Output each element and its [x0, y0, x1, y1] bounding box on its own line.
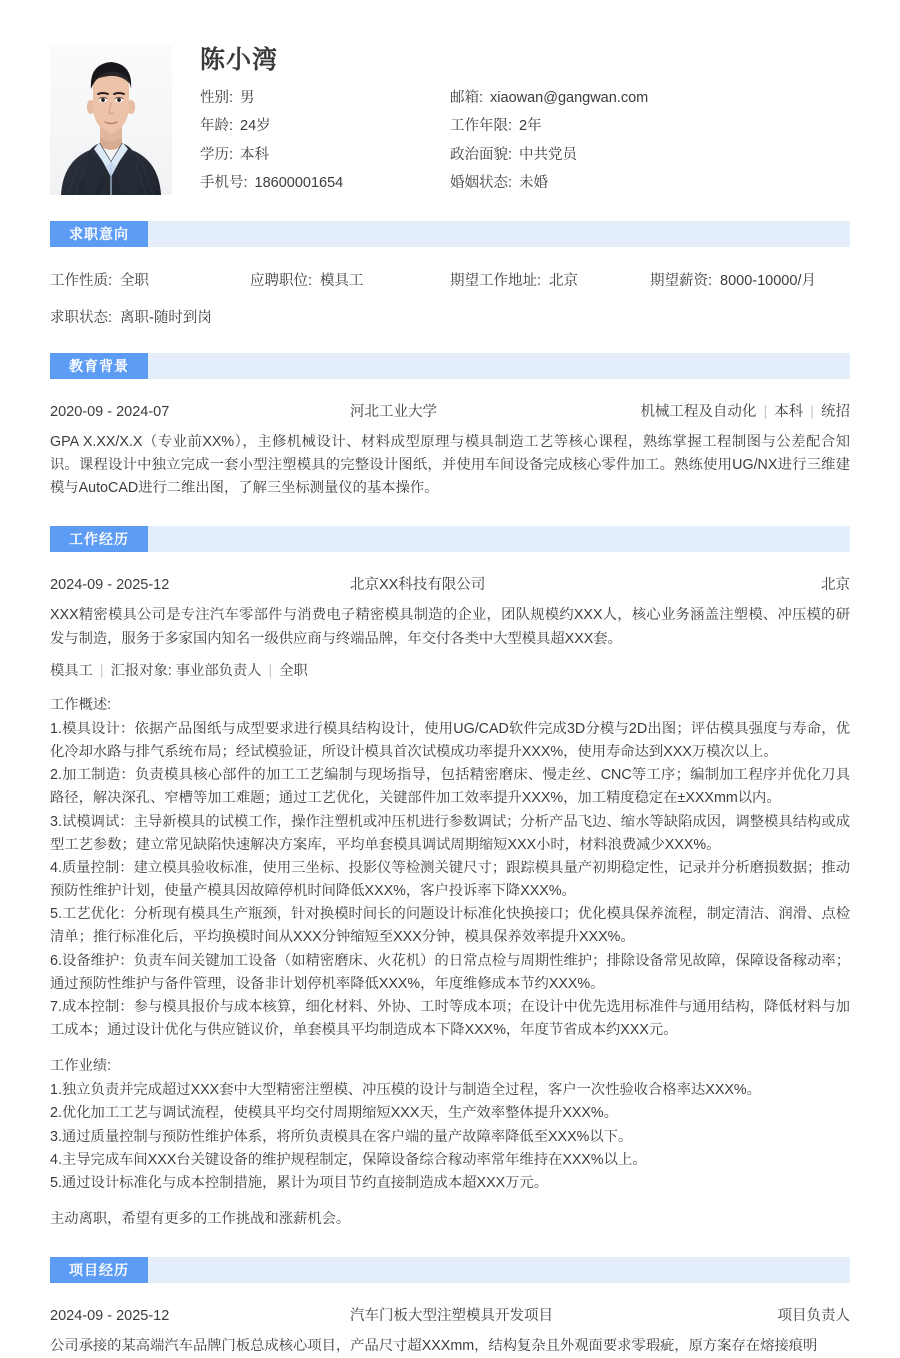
- info-marital-status-value: 未婚: [519, 175, 549, 192]
- section-banner-project: [50, 1257, 850, 1283]
- work-spacer-2: [50, 1195, 850, 1208]
- work-company-intro: XXX精密模具公司是专注汽车零部件与消费电子精密模具制造的企业，团队规模约XXX人，核心业务涵盖注塑模、冲压模的研发与制造，服务于多家国内知名一级供应商与终端品牌，年交付各类中大型模具超XXX套。: [50, 607, 850, 647]
- intent-status-label: 求职状态:: [50, 310, 113, 326]
- section-tag-work: 工作经历: [50, 526, 148, 552]
- work-achievement-item: 4.主导完成车间XXX台关键设备的维护规程制定，保障设备综合稼动率常年维持在XXX%以上。: [50, 1151, 647, 1168]
- education-sep-2: |: [810, 404, 814, 420]
- section-tag-project: 项目经历: [50, 1257, 148, 1283]
- info-phone-label: 手机号:: [200, 175, 248, 192]
- info-education-level-label: 学历:: [200, 146, 234, 163]
- job-intention-row-1: [50, 269, 850, 290]
- project-date: 2024-09 - 2025-12: [50, 1308, 170, 1325]
- work-overview-item: 7.成本控制：参与模具报价与成本核算，细化材料、外协、工时等成本项；在设计中优先选用标准件与通用结构，降低材料与加工成本；通过设计优化与供应链议价，单套模具平均制造成本下降XXX%，年度节省成本约XXX元。: [50, 998, 850, 1038]
- info-experience-years-label: 工作年限:: [450, 118, 513, 135]
- work-overview-title: 工作概述:: [50, 696, 112, 713]
- info-gender: [200, 89, 450, 109]
- work-spacer: [50, 1042, 850, 1055]
- work-overview-item: 5.工艺优化：分析现有模具生产瓶颈，针对换模时间长的问题设计标准化快换接口；优化模具保养流程，制定清洁、润滑、点检清单；推行标准化后，平均换模时间从XXX分钟缩短至XXX分钟，模具保养效率提升XXX%。: [50, 906, 850, 946]
- work-report-to: 汇报对象: 事业部负责人: [110, 662, 262, 679]
- job-intention-block: [50, 247, 850, 327]
- intent-status-value: 离职-随时到岗: [120, 310, 212, 326]
- info-political-status-value: 中共党员: [519, 146, 578, 163]
- intent-position-value: 模具工: [320, 273, 364, 289]
- work-overview-item: 1.模具设计：依据产品图纸与成型要求进行模具结构设计，使用UG/CAD软件完成3D分模与2D出图；评估模具强度与寿命，优化冷却水路与排气系统布局；经试模验证，所设计模具首次试模成功率提升XXX%，使用寿命达到XXX万模次以上。: [50, 720, 850, 761]
- person-name: 陈小湾: [200, 46, 279, 74]
- info-phone-value: 18600001654: [254, 175, 344, 192]
- intent-status: [50, 306, 250, 327]
- profile-details: [172, 45, 850, 194]
- info-marital-status: [450, 174, 850, 194]
- info-email-label: 邮箱:: [450, 89, 484, 106]
- info-email-value: xiaowan@gangwan.com: [490, 89, 649, 106]
- intent-job-type: [50, 269, 250, 290]
- info-experience-years-value: 2年: [519, 118, 542, 135]
- intent-position-label: 应聘职位:: [250, 273, 313, 289]
- intent-job-type-label: 工作性质:: [50, 273, 113, 289]
- education-date: 2020-09 - 2024-07: [50, 404, 170, 420]
- info-political-status: [450, 146, 850, 166]
- work-leave-reason: 主动离职，希望有更多的工作挑战和涨薪机会。: [50, 1211, 351, 1228]
- info-education-level-value: 本科: [240, 146, 270, 163]
- profile-photo-image: [50, 45, 172, 195]
- work-block: [50, 552, 850, 1231]
- intent-job-type-value: 全职: [120, 273, 150, 289]
- work-overview-list: [50, 694, 850, 1042]
- work-overview-item: 6.设备维护：负责车间关键加工设备（如精密磨床、火花机）的日常点检与周期性维护；排除设备常见故障，保障设备稼动率；通过预防性维护与备件管理，设备非计划停机率降低XXX%，年度维修成本节约XXX%。: [50, 952, 850, 992]
- work-achievement-list: [50, 1055, 850, 1195]
- info-age-value: 24岁: [240, 118, 271, 135]
- info-gender-value: 男: [240, 89, 255, 106]
- education-qualifications: [640, 400, 850, 421]
- work-sep-1: |: [99, 662, 104, 679]
- education-school: 河北工业大学: [350, 404, 437, 420]
- intent-position: [250, 269, 450, 290]
- info-age-label: 年龄:: [200, 118, 234, 135]
- intent-salary-value: 8000-10000/月: [720, 273, 816, 289]
- education-sep-1: |: [763, 404, 768, 420]
- work-role: 模具工: [50, 662, 93, 679]
- info-education-level: [200, 146, 450, 166]
- info-email: [450, 89, 850, 109]
- project-description: 公司承接的某高端汽车品牌门板总成核心项目，产品尺寸超XXXmm，结构复杂且外观面要求零瑕疵，原方案存在熔接痕明: [50, 1338, 818, 1355]
- section-tag-job-intention: 求职意向: [50, 221, 148, 247]
- work-overview-item: 2.加工制造：负责模具核心部件的加工工艺编制与现场指导，包括精密磨床、慢走丝、CNC等工序；编制加工程序并优化刀具路径，解决深孔、窄槽等加工难题；通过工艺优化，关键部件加工效率提升XXX%，加工精度稳定在±XXXmm以内。: [50, 767, 850, 807]
- education-major: 机械工程及自动化: [640, 404, 757, 420]
- work-date: 2024-09 - 2025-12: [50, 577, 170, 594]
- work-job-type: 全职: [279, 662, 308, 679]
- work-location: 北京: [821, 577, 850, 594]
- profile-info-grid: [200, 89, 850, 194]
- work-overview-item: 3.试模调试：主导新模具的试模工作，操作注塑机或冲压机进行参数调试；分析产品飞边、缩水等缺陷成因，调整模具结构或成型工艺参数；建立常见缺陷快速解决方案库，平均单套模具调试周期缩短XXX小时，材料浪费减少XXX%。: [50, 813, 850, 853]
- work-achievement-title: 工作业绩:: [50, 1058, 112, 1075]
- info-political-status-label: 政治面貌:: [450, 146, 513, 163]
- info-age: [200, 117, 450, 137]
- work-sep-2: |: [268, 662, 273, 679]
- intent-location-label: 期望工作地址:: [450, 273, 542, 289]
- job-intention-row-2: [50, 306, 850, 327]
- info-marital-status-label: 婚姻状态:: [450, 175, 513, 192]
- project-meta-row: [50, 1304, 850, 1325]
- intent-location-value: 北京: [549, 273, 579, 289]
- project-name: 汽车门板大型注塑模具开发项目: [350, 1308, 553, 1325]
- work-meta-row: [50, 573, 850, 594]
- section-banner-education: [50, 353, 850, 379]
- info-gender-label: 性别:: [200, 89, 234, 106]
- section-tag-education: 教育背景: [50, 353, 148, 379]
- education-description: GPA X.XX/X.X（专业前XX%），主修机械设计、材料成型原理与模具制造工艺等核心课程，熟练掌握工程制图与公差配合知识。课程设计中独立完成一套小型注塑模具的完整设计图纸，并使用车间设备完成核心零件加工。熟练使用UG/NX进行三维建模与AutoCAD进行二维出图，了解三坐标测量仪的基本操作。: [50, 434, 850, 497]
- project-block: [50, 1283, 850, 1358]
- work-achievement-item: 5.通过设计标准化与成本控制措施，累计为项目节约直接制造成本超XXX万元。: [50, 1174, 549, 1191]
- info-experience-years: [450, 117, 850, 137]
- work-role-line: [50, 660, 850, 680]
- intent-location: [450, 269, 650, 290]
- work-company: 北京XX科技有限公司: [350, 577, 486, 594]
- intent-salary: [650, 269, 850, 290]
- work-achievement-item: 3.通过质量控制与预防性维护体系，将所负责模具在客户端的量产故障率降低至XXX%以下。: [50, 1128, 633, 1145]
- education-meta-row: [50, 400, 850, 421]
- section-banner-work: [50, 526, 850, 552]
- info-phone: [200, 174, 450, 194]
- work-achievement-item: 2.优化加工工艺与调试流程，使模具平均交付周期缩短XXX天，生产效率整体提升XXX%。: [50, 1105, 618, 1122]
- education-block: [50, 379, 850, 500]
- intent-salary-label: 期望薪资:: [650, 273, 713, 289]
- education-degree: 本科: [774, 404, 804, 420]
- profile-header: [50, 0, 850, 195]
- work-overview-item: 4.质量控制：建立模具验收标准，使用三坐标、投影仪等检测关键尺寸；跟踪模具量产初期稳定性，记录并分析磨损数据；推动预防性维护计划，使量产模具因故障停机时间降低XXX%，客户投诉率下降XXX%。: [50, 859, 850, 900]
- profile-photo: [50, 45, 172, 195]
- education-admission: 统招: [821, 404, 850, 420]
- work-achievement-item: 1.独立负责并完成超过XXX套中大型精密注塑模、冲压模的设计与制造全过程，客户一次性验收合格率达XXX%。: [50, 1082, 761, 1099]
- section-banner-job-intention: [50, 221, 850, 247]
- project-role: 项目负责人: [777, 1308, 850, 1325]
